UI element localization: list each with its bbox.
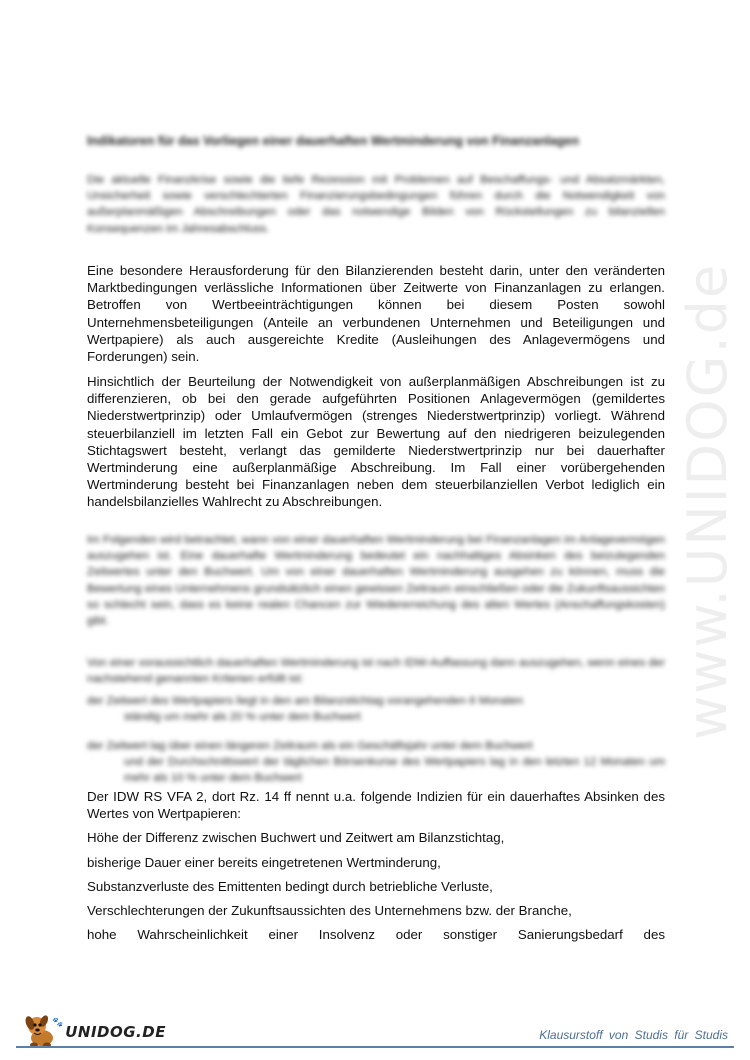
footer-slogan: Klausurstoff von Studis für Studis bbox=[539, 1028, 728, 1042]
footer-divider bbox=[16, 1046, 734, 1048]
paragraph-challenge: Eine besondere Herausforderung für den Bilanzierenden besteht darin, unter den veränderten Marktbedingungen verlässliche Informationen über Zeitwerte von Finanzanlagen zu erlangen. Betroffen von Wertbeeinträchtigungen können bei diesem Posten sowohl Unternehmensbeteiligungen (Anteile an verbundenen Unternehmen und Beteiligungen und Wertpapiere) als auch ausgereichte Kredite (Ausleihungen des Anlagevermögens und Forderungen) sein. bbox=[87, 263, 665, 365]
blurred-paragraph-2: Von einer voraussichtlich dauerhaften Wertminderung ist nach IDW-Auffassung dann auszugehen, wenn eines der nachstehend genannten Kriterien erfüllt ist: bbox=[87, 657, 665, 686]
criterion-2-first-line: der Zeitwert lag über einen längeren Zeitraum als ein Geschäftsjahr unter dem Buchwert bbox=[87, 740, 533, 752]
logo-text: UNIDOG.DE bbox=[65, 1023, 166, 1041]
list-item: Substanzverluste des Emittenten bedingt durch betriebliche Verluste, bbox=[87, 879, 493, 894]
list-item: Verschlechterungen der Zukunftsaussichten des Unternehmens bzw. der Branche, bbox=[87, 903, 572, 918]
section-heading: Indikatoren für das Vorliegen einer dauerhaften Wertminderung von Finanzanlagen bbox=[87, 134, 579, 148]
watermark: www.UNIDOG.de bbox=[676, 262, 739, 740]
blurred-criterion-2 bbox=[87, 738, 665, 787]
list-item: Höhe der Differenz zwischen Buchwert und Zeitwert am Bilanzstichtag, bbox=[87, 830, 505, 845]
blurred-paragraph-1: Im Folgenden wird betrachtet, wann von einer dauerhaften Wertminderung bei Finanzanlagen im Anlagevermögen auszugehen ist. Eine dauerhafte Wertminderung bedeutet ein nachhaltiges Absinken des beizulegenden Zeitwertes unter den Buchwert. Um von einer dauerhaften Wertminderung ausgehen zu können, muss die Bewertung eines Unternehmens grundsätzlich einen gewissen Zeitraum einschließen oder die Zukunftsaussichten so schlecht sein, dass es keine realen Chancen zur Wiedererreichung des alten Wertes (Anschaffungskosten) gibt. bbox=[87, 534, 665, 628]
criterion-1-first-line: der Zeitwert des Wertpapiers liegt in den am Bilanzstichtag vorangehenden 6 Monaten bbox=[87, 695, 524, 707]
paragraph-idw: Der IDW RS VFA 2, dort Rz. 14 ff nennt u.a. folgende Indizien für ein dauerhaftes Absinken des Wertes von Wertpapieren: bbox=[87, 789, 665, 822]
intro-paragraph: Die aktuelle Finanzkrise sowie die tiefe Rezession mit Problemen auf Beschaffungs- und Absatzmärkten, Unsicherheit sowie verschlechterten Finanzierungsbedingungen führen durch die Notwendigkeit von außerplanmäßigen Abschreibungen oder das notwendige Bilden von Rückstellungen zu bilanziellen Konsequenzen im Jahresabschluss. bbox=[87, 174, 665, 235]
criterion-1-continuation: ständig um mehr als 20 % unter dem Buchwert bbox=[124, 711, 361, 724]
unidog-logo[interactable] bbox=[22, 1012, 166, 1048]
criterion-2-continuation: und der Durchschnittswert der täglichen Börsenkurse des Wertpapiers lag in den letzten 12 Monaten um mehr als 10 % unter dem Buchwert bbox=[124, 756, 665, 785]
paragraph-assessment: Hinsichtlich der Beurteilung der Notwendigkeit von außerplanmäßigen Abschreibungen ist zu differenzieren, ob bei den gerade aufgeführten Positionen Anlagevermögen (gemildertes Niederstwertprinzip) oder Umlaufvermögen (strenges Niederstwertprinzip) vorliegt. Während steuerbilanziell im letzten Fall ein Gebot zur Bewertung auf den niedrigeren beizulegenden Stichtagswert besteht, verlangt das gemilderte Niederstwertprinzip nur bei dauerhafter Wertminderung eine außerplanmäßige Abschreibung. Im Fall einer vorübergehenden Wertminderung besteht bei Finanzanlagen neben dem steuerbilanziellen Verbot lediglich ein handelsbilanzielles Wahlrecht zu Abschreibungen. bbox=[87, 374, 665, 510]
list-item: hohe Wahrscheinlichkeit einer Insolvenz oder sonstiger Sanierungsbedarf des bbox=[87, 927, 665, 942]
blurred-criterion-1 bbox=[87, 693, 665, 725]
paw-icon: 🐾 bbox=[52, 1017, 64, 1027]
list-item: bisherige Dauer einer bereits eingetretenen Wertminderung, bbox=[87, 855, 441, 870]
